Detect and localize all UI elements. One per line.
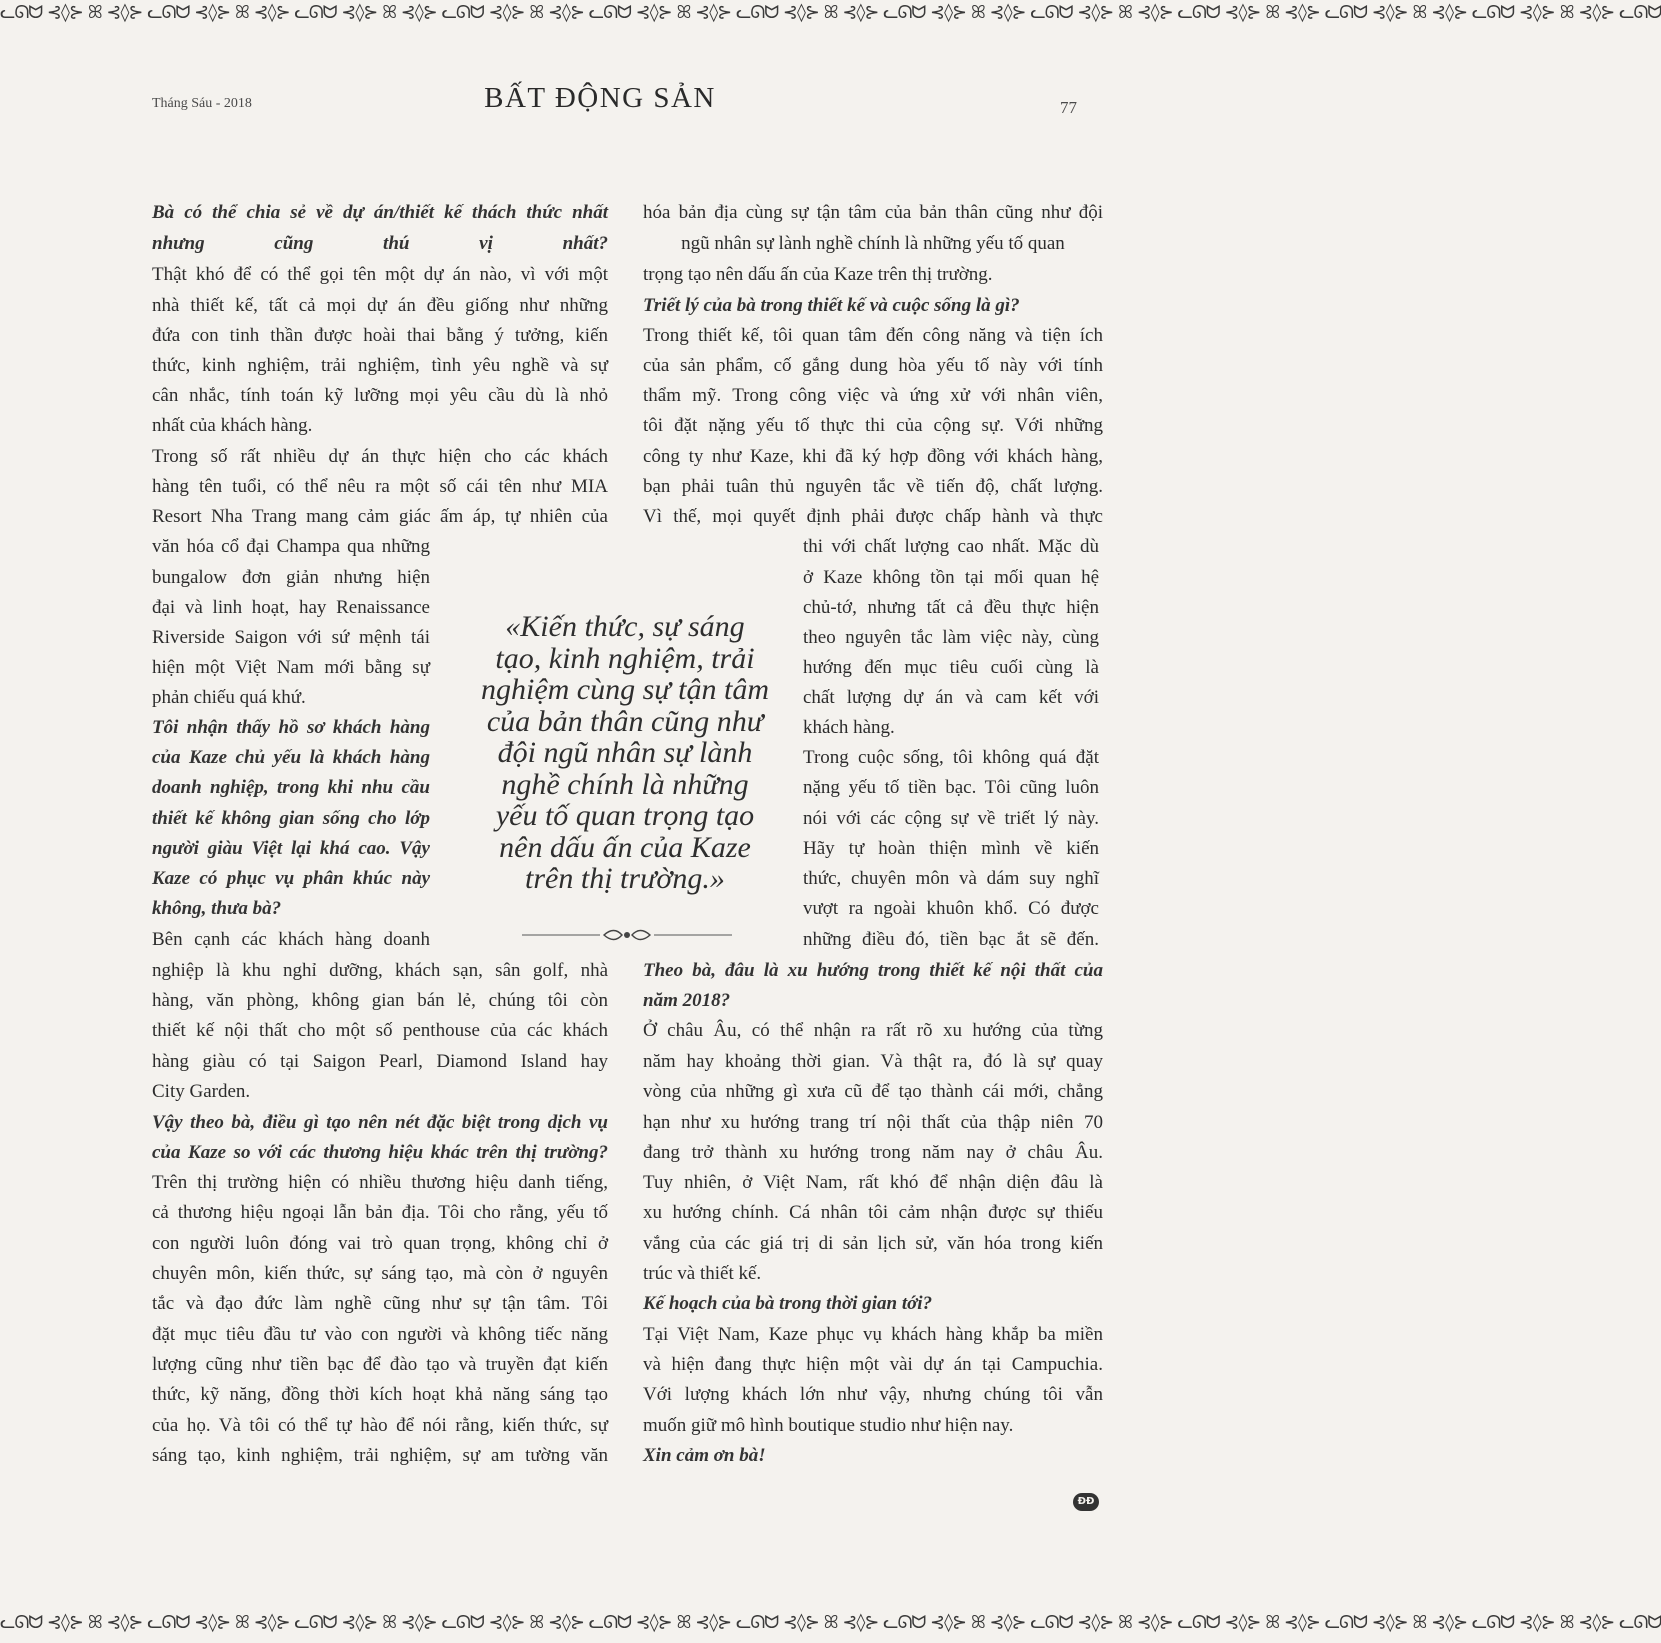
right-column-line: muốn giữ mô hình boutique studio như hiện nay.: [643, 1415, 1014, 1436]
left-column-line: Bà có thể chia sẻ về dự án/thiết kế thách thức nhất: [152, 202, 608, 223]
right-column-line: chất lượng dự án và cam kết với: [803, 687, 1099, 708]
section-title: BẤT ĐỘNG SẢN: [484, 82, 716, 114]
pull-quote-line: nghiệm cùng sự tận tâm: [480, 673, 769, 706]
right-column-line: Ở châu Âu, có thể nhận ra rất rõ xu hướng của từng: [643, 1020, 1103, 1041]
right-column-line: theo nguyên tắc làm việc này, cùng: [803, 627, 1099, 648]
left-column-line: Trên thị trường hiện có nhiều thương hiệu danh tiếng,: [152, 1172, 608, 1193]
right-column-line: Tuy nhiên, ở Việt Nam, rất khó để nhận diện đâu là: [643, 1172, 1103, 1193]
left-column-line: văn hóa cổ đại Champa qua những: [152, 536, 430, 557]
right-column-line: những điều đó, tiền bạc ắt sẽ đến.: [803, 929, 1099, 950]
pull-quote-line: của bản thân cũng như: [486, 704, 764, 738]
left-column-line: hiện một Việt Nam mới bằng sự: [152, 657, 430, 678]
issue-date: Tháng Sáu - 2018: [152, 96, 252, 111]
right-column-line: đang trở thành xu hướng trong năm nay ở châu Âu.: [643, 1142, 1103, 1163]
left-column-line: đứa con tinh thần được hoài thai bằng ý tưởng, kiến: [152, 325, 608, 346]
left-column-line: Thật khó để có thể gọi tên một dự án nào, vì với một: [152, 264, 608, 285]
left-column-line: Kaze có phục vụ phân khúc này: [152, 868, 430, 889]
left-column-line: thiết kế không gian sống cho lớp: [152, 808, 430, 829]
right-column-line: trọng tạo nên dấu ấn của Kaze trên thị trường.: [643, 264, 993, 285]
left-column-line: doanh nghiệp, trong khi nhu cầu: [152, 777, 430, 798]
right-column-line: tôi đặt nặng yếu tố thực thi của cộng sự. Với những: [643, 415, 1103, 436]
right-column-line: ngũ nhân sự lành nghề chính là những yếu tố quan: [681, 233, 1065, 254]
end-mark-icon: ĐĐ: [1073, 1493, 1099, 1511]
pull-quote-line: yếu tố quan trọng tạo: [495, 799, 755, 832]
left-column-line: Resort Nha Trang mang cảm giác ấm áp, tự nhiên của: [152, 506, 608, 527]
left-column-line: thiết kế nội thất cho một số penthouse của các khách: [152, 1020, 608, 1041]
left-column-line: Tôi nhận thấy hồ sơ khách hàng: [152, 717, 430, 738]
right-column-line: Hãy tự hoàn thiện mình về kiến: [803, 838, 1099, 859]
right-column-line: ở Kaze không tồn tại mối quan hệ: [803, 567, 1099, 588]
right-column-line: năm 2018?: [643, 990, 731, 1011]
left-column-line: người giàu Việt lại khá cao. Vậy: [152, 838, 430, 859]
right-column-line: Xin cảm ơn bà!: [643, 1445, 766, 1466]
right-column-line: Theo bà, đâu là xu hướng trong thiết kế nội thất của: [643, 960, 1103, 981]
left-column-line: cả thương hiệu ngoại lẫn bản địa. Tôi cho rằng, yếu tố: [152, 1202, 608, 1223]
right-column-line: nói với các cộng sự về triết lý này.: [803, 808, 1099, 829]
left-column-line: bungalow đơn giản nhưng hiện: [152, 567, 430, 588]
left-column-line: của Kaze chủ yếu là khách hàng: [152, 747, 430, 768]
pull-quote-line: đội ngũ nhân sự lành: [497, 736, 753, 769]
decorative-border-top: ᓚᘏᗢ ⊰◊⊱ ꕤ ⊰◊⊱ ᓚᘏᗢ ⊰◊⊱ ꕤ ⊰◊⊱ ᓚᘏᗢ ⊰◊⊱ ꕤ ⊰◊⊱ ᓚᘏᗢ ⊰◊⊱ ꕤ ⊰◊⊱ ᓚᘏᗢ ⊰◊⊱ ꕤ ⊰◊⊱ ᓚᘏᗢ ⊰◊⊱ ꕤ ⊰◊⊱ ᓚᘏᗢ ⊰◊⊱ ꕤ ⊰◊⊱ ᓚᘏᗢ ⊰◊⊱ ꕤ ⊰◊⊱ ᓚᘏᗢ ⊰◊⊱ ꕤ ⊰◊⊱ ᓚᘏᗢ ⊰◊⊱ ꕤ ⊰◊⊱ ᓚᘏᗢ ⊰◊⊱ ꕤ ⊰◊⊱ ᓚᘏᗢ: [0, 2, 1661, 23]
right-column-line: năm hay khoảng thời gian. Và thật ra, đó là sự quay: [643, 1051, 1103, 1072]
left-column-line: của Kaze so với các thương hiệu khác trên thị trường?: [152, 1142, 608, 1163]
right-column-line: Vì thế, mọi quyết định phải được chấp hành và thực: [643, 506, 1103, 527]
left-column-line: của họ. Và tôi có thể tự hào để nói rằng, kiến thức, sự: [152, 1415, 608, 1436]
right-column-line: Triết lý của bà trong thiết kế và cuộc sống là gì?: [643, 295, 1020, 316]
right-column-line: bạn phải tuân thủ nguyên tắc về tiến độ, chất lượng.: [643, 476, 1103, 497]
left-column-line: nghiệp là khu nghỉ dưỡng, khách sạn, sân golf, nhà: [152, 960, 608, 981]
right-column-line: khách hàng.: [803, 717, 895, 738]
right-column-line: hóa bản địa cùng sự tận tâm của bản thân cũng như đội: [643, 202, 1103, 223]
right-column-line: hướng đến mục tiêu cuối cùng là: [803, 657, 1099, 678]
left-column-line: sáng tạo, kinh nghiệm, trải nghiệm, sự am tường văn: [152, 1445, 608, 1466]
left-column-line: con người luôn đóng vai trò quan trọng, không chỉ ở: [152, 1233, 608, 1254]
left-column-line: đại và linh hoạt, hay Renaissance: [152, 597, 430, 618]
left-column-line: hàng tên tuổi, có thể nêu ra một số cái tên như MIA: [152, 476, 608, 497]
right-column-line: trúc và thiết kế.: [643, 1263, 762, 1284]
left-column-line: đặt mục tiêu đầu tư vào con người và không tiếc năng: [152, 1324, 608, 1345]
pull-quote-line: «Kiến thức, sự sáng: [505, 610, 745, 643]
left-column-line: Bên cạnh các khách hàng doanh: [152, 929, 430, 950]
right-column-line: và hiện đang thực hiện một vài dự án tại Campuchia.: [643, 1354, 1103, 1375]
right-column-line: vòng của những gì xưa cũ để tạo thành cái mới, chẳng: [643, 1081, 1103, 1102]
left-column-line: không, thưa bà?: [152, 898, 282, 919]
page-number: 77: [1060, 98, 1077, 117]
left-column-line: hàng, văn phòng, không gian bán lẻ, chúng tôi còn: [152, 990, 608, 1011]
right-column-line: Trong thiết kế, tôi quan tâm đến công năng và tiện ích: [643, 325, 1103, 346]
right-column-line: vượt ra ngoài khuôn khổ. Có được: [803, 898, 1099, 919]
pull-quote-line: tạo, kinh nghiệm, trải: [495, 641, 755, 675]
left-column-line: Riverside Saigon với sứ mệnh tái: [152, 627, 430, 648]
right-column-line: hạn như xu hướng trang trí nội thất của thập niên 70: [643, 1112, 1103, 1133]
left-column-line: City Garden.: [152, 1081, 251, 1102]
decorative-border-bottom: ᓚᘏᗢ ⊰◊⊱ ꕤ ⊰◊⊱ ᓚᘏᗢ ⊰◊⊱ ꕤ ⊰◊⊱ ᓚᘏᗢ ⊰◊⊱ ꕤ ⊰◊⊱ ᓚᘏᗢ ⊰◊⊱ ꕤ ⊰◊⊱ ᓚᘏᗢ ⊰◊⊱ ꕤ ⊰◊⊱ ᓚᘏᗢ ⊰◊⊱ ꕤ ⊰◊⊱ ᓚᘏᗢ ⊰◊⊱ ꕤ ⊰◊⊱ ᓚᘏᗢ ⊰◊⊱ ꕤ ⊰◊⊱ ᓚᘏᗢ ⊰◊⊱ ꕤ ⊰◊⊱ ᓚᘏᗢ ⊰◊⊱ ꕤ ⊰◊⊱ ᓚᘏᗢ ⊰◊⊱ ꕤ ⊰◊⊱ ᓚᘏᗢ: [0, 1612, 1661, 1633]
left-column-line: Trong số rất nhiều dự án thực hiện cho các khách: [152, 446, 608, 467]
right-column-line: thẩm mỹ. Trong công việc và ứng xử với nhân viên,: [643, 385, 1103, 406]
right-column-line: nặng yếu tố tiền bạc. Tôi cũng luôn: [803, 777, 1099, 798]
right-column-line: vắng của các giá trị di sản lịch sử, văn hóa trong kiến: [643, 1233, 1103, 1254]
pull-quote-line: trên thị trường.»: [525, 862, 725, 895]
left-column-line: lượng cũng như tiền bạc để đào tạo và truyền đạt kiến: [152, 1354, 608, 1375]
right-column-line: xu hướng chính. Cá nhân tôi cảm nhận được sự thiếu: [643, 1202, 1103, 1223]
left-column-line: phản chiếu quá khứ.: [152, 687, 306, 708]
left-column-line: chuyên môn, kiến thức, sự sáng tạo, mà còn ở nguyên: [152, 1263, 608, 1284]
left-column-line: nhà thiết kế, tất cả mọi dự án đều giống như những: [152, 295, 608, 316]
right-column-line: Với lượng khách lớn như vậy, nhưng chúng tôi vẫn: [643, 1384, 1103, 1405]
left-column-line: thức, kinh nghiệm, trải nghiệm, tình yêu nghề và sự: [152, 355, 608, 376]
right-column-line: Trong cuộc sống, tôi không quá đặt: [803, 747, 1099, 768]
right-column-line: thi với chất lượng cao nhất. Mặc dù: [803, 536, 1099, 557]
right-column-line: của sản phẩm, cố gắng dung hòa yếu tố này với tính: [643, 355, 1103, 376]
left-column-line: tắc và đạo đức làm nghề cũng như sự tận tâm. Tôi: [152, 1293, 608, 1314]
ornament-divider-icon: [522, 924, 732, 946]
left-column-line: nhất của khách hàng.: [152, 415, 313, 436]
right-column-line: Tại Việt Nam, Kaze phục vụ khách hàng khắp ba miền: [643, 1324, 1103, 1345]
left-column-line: nhưng cũng thú vị nhất?: [152, 233, 608, 254]
left-column-line: cân nhắc, tính toán kỹ lưỡng mọi yêu cầu dù là nhỏ: [152, 385, 608, 406]
left-column-line: hàng giàu có tại Saigon Pearl, Diamond Island hay: [152, 1051, 608, 1072]
pull-quote-line: nghề chính là những: [501, 767, 749, 801]
right-column-line: thức, chuyên môn và dám suy nghĩ: [803, 868, 1099, 889]
pull-quote-line: nên dấu ấn của Kaze: [499, 830, 751, 864]
left-column-line: Vậy theo bà, điều gì tạo nên nét đặc biệt trong dịch vụ: [152, 1112, 608, 1133]
right-column-line: Kế hoạch của bà trong thời gian tới?: [643, 1293, 933, 1314]
left-column-line: thức, kỹ năng, đồng thời kích hoạt khả năng sáng tạo: [152, 1384, 608, 1405]
right-column-line: chủ-tớ, nhưng tất cả đều thực hiện: [803, 597, 1099, 618]
right-column-line: công ty như Kaze, khi đã ký hợp đồng với khách hàng,: [643, 446, 1103, 467]
